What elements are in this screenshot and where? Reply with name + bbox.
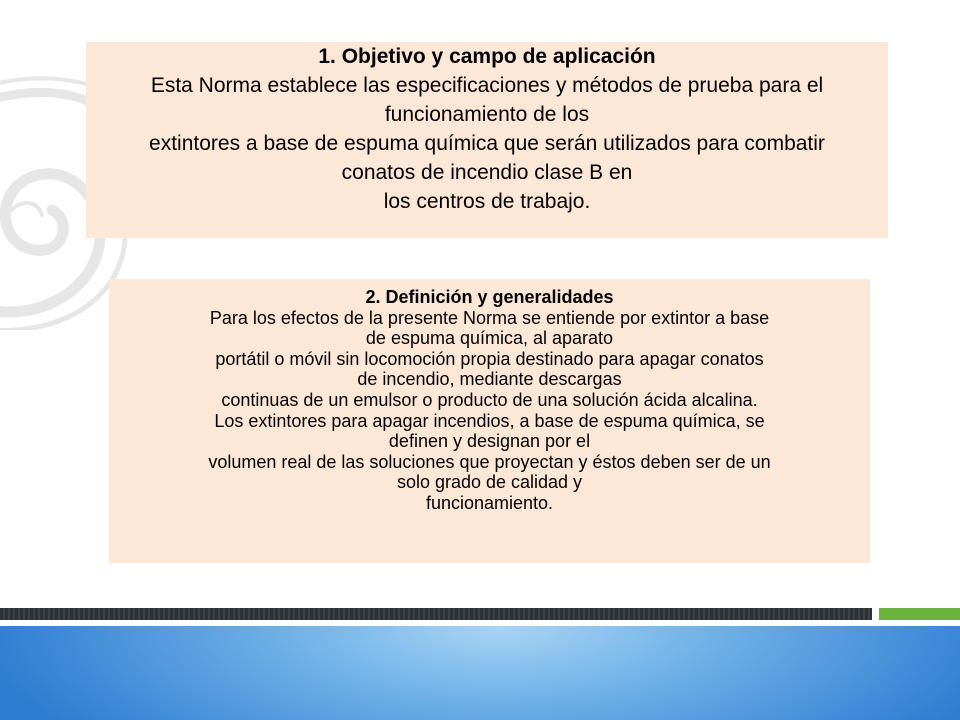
definition-text-line-5: continuas de un emulsor o producto de una solución ácida alcalina. bbox=[221, 389, 758, 410]
objective-heading: 1. Objetivo y campo de aplicación bbox=[318, 45, 656, 68]
definition-text-line-8: volumen real de las soluciones que proyectan y éstos deben ser de un bbox=[208, 451, 771, 472]
definition-section bbox=[109, 279, 870, 563]
definition-text-line-6: Los extintores para apagar incendios, a base de espuma química, se bbox=[214, 410, 765, 431]
definition-heading: 2. Definición y generalidades bbox=[365, 287, 614, 307]
footer-green-accent bbox=[879, 608, 960, 620]
objective-text-line-5: los centros de trabajo. bbox=[383, 190, 591, 213]
objective-text-line-1: Esta Norma establece las especificaciones y métodos de prueba para el bbox=[150, 74, 824, 97]
objective-text-line-2: funcionamiento de los bbox=[384, 103, 590, 126]
definition-text-line-4: de incendio, mediante descargas bbox=[357, 369, 622, 390]
definition-text-line-2: de espuma química, al aparato bbox=[365, 328, 614, 349]
objective-text-line-3: extintores a base de espuma química que serán utilizados para combatir bbox=[149, 132, 825, 155]
definition-text-line-3: portátil o móvil sin locomoción propia destinado para apagar conatos bbox=[215, 348, 764, 369]
definition-text-line-9: solo grado de calidad y bbox=[396, 472, 583, 493]
objective-section bbox=[86, 42, 888, 238]
definition-text-line-10: funcionamiento. bbox=[425, 492, 554, 513]
footer-blue-panel bbox=[0, 626, 960, 720]
definition-text-line-7: definen y designan por el bbox=[388, 431, 591, 452]
definition-text-line-1: Para los efectos de la presente Norma se entiende por extintor a base bbox=[209, 307, 770, 328]
footer-dark-band bbox=[0, 608, 872, 620]
objective-text-line-4: conatos de incendio clase B en bbox=[341, 161, 633, 184]
